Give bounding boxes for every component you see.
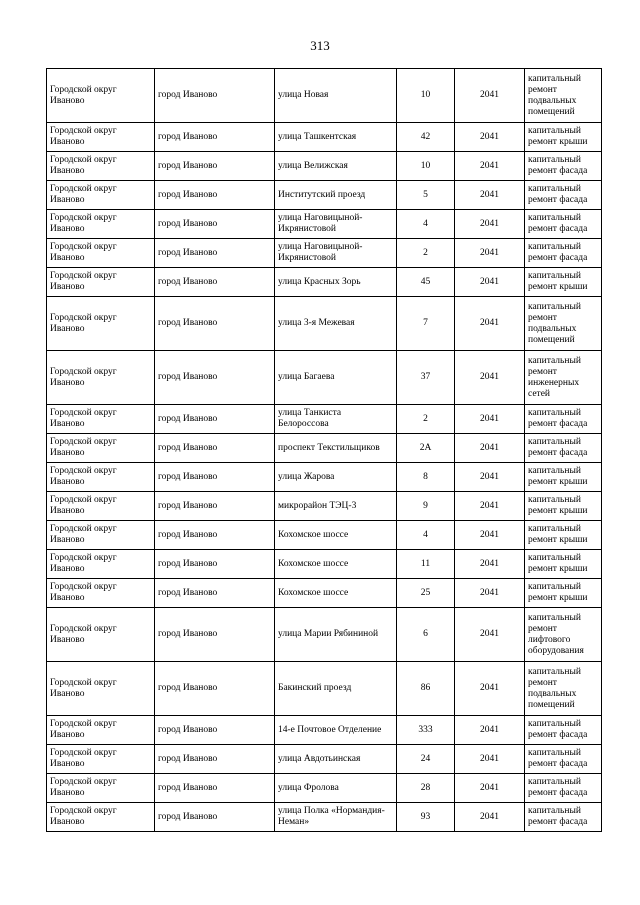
settlement-cell: город Иваново [155, 239, 275, 268]
street-cell: улица Авдотьинская [275, 745, 397, 774]
house-number-cell: 6 [397, 608, 455, 662]
municipality-cell: Городской округ Иваново [47, 123, 155, 152]
year-cell: 2041 [455, 774, 525, 803]
year-cell: 2041 [455, 745, 525, 774]
settlement-cell: город Иваново [155, 434, 275, 463]
street-cell: Кохомское шоссе [275, 579, 397, 608]
house-number-cell: 24 [397, 745, 455, 774]
settlement-cell: город Иваново [155, 579, 275, 608]
house-number-cell: 45 [397, 268, 455, 297]
year-cell: 2041 [455, 69, 525, 123]
municipality-cell: Городской округ Иваново [47, 69, 155, 123]
street-cell: улица Багаева [275, 351, 397, 405]
street-cell: улица Ташкентская [275, 123, 397, 152]
street-cell: улица Полка «Нормандия-Неман» [275, 803, 397, 832]
street-cell: улица Велижская [275, 152, 397, 181]
year-cell: 2041 [455, 351, 525, 405]
year-cell: 2041 [455, 210, 525, 239]
settlement-cell: город Иваново [155, 463, 275, 492]
table-row [47, 745, 602, 774]
table-row [47, 69, 602, 123]
street-cell: микрорайон ТЭЦ-3 [275, 492, 397, 521]
work-type-cell: капитальный ремонт крыши [525, 268, 602, 297]
house-number-cell: 333 [397, 716, 455, 745]
house-number-cell: 86 [397, 662, 455, 716]
work-type-cell: капитальный ремонт крыши [525, 492, 602, 521]
street-cell: улица Наговицыной-Икрянистовой [275, 210, 397, 239]
settlement-cell: город Иваново [155, 803, 275, 832]
house-number-cell: 10 [397, 69, 455, 123]
settlement-cell: город Иваново [155, 181, 275, 210]
municipality-cell: Городской округ Иваново [47, 550, 155, 579]
table-row [47, 492, 602, 521]
house-number-cell: 37 [397, 351, 455, 405]
settlement-cell: город Иваново [155, 268, 275, 297]
settlement-cell: город Иваново [155, 492, 275, 521]
table-row [47, 181, 602, 210]
street-cell: Институтский проезд [275, 181, 397, 210]
house-number-cell: 93 [397, 803, 455, 832]
table-row [47, 579, 602, 608]
settlement-cell: город Иваново [155, 351, 275, 405]
table-row [47, 351, 602, 405]
street-cell: Бакинский проезд [275, 662, 397, 716]
table-row [47, 550, 602, 579]
year-cell: 2041 [455, 716, 525, 745]
municipality-cell: Городской округ Иваново [47, 492, 155, 521]
work-type-cell: капитальный ремонт подвальных помещений [525, 69, 602, 123]
year-cell: 2041 [455, 434, 525, 463]
settlement-cell: город Иваново [155, 123, 275, 152]
street-cell: улица Новая [275, 69, 397, 123]
street-cell: Кохомское шоссе [275, 550, 397, 579]
house-number-cell: 7 [397, 297, 455, 351]
municipality-cell: Городской округ Иваново [47, 434, 155, 463]
settlement-cell: город Иваново [155, 297, 275, 351]
municipality-cell: Городской округ Иваново [47, 152, 155, 181]
street-cell: улица 3-я Межевая [275, 297, 397, 351]
table-row [47, 716, 602, 745]
municipality-cell: Городской округ Иваново [47, 774, 155, 803]
work-type-cell: капитальный ремонт фасада [525, 803, 602, 832]
work-type-cell: капитальный ремонт крыши [525, 123, 602, 152]
house-number-cell: 8 [397, 463, 455, 492]
municipality-cell: Городской округ Иваново [47, 745, 155, 774]
table-row [47, 405, 602, 434]
table-row [47, 210, 602, 239]
municipality-cell: Городской округ Иваново [47, 579, 155, 608]
table-row [47, 608, 602, 662]
settlement-cell: город Иваново [155, 69, 275, 123]
work-type-cell: капитальный ремонт лифтового оборудования [525, 608, 602, 662]
year-cell: 2041 [455, 521, 525, 550]
house-number-cell: 11 [397, 550, 455, 579]
table-row [47, 268, 602, 297]
work-type-cell: капитальный ремонт фасада [525, 210, 602, 239]
municipality-cell: Городской округ Иваново [47, 716, 155, 745]
street-cell: улица Жарова [275, 463, 397, 492]
street-cell: улица Марии Рябининой [275, 608, 397, 662]
work-type-cell: капитальный ремонт подвальных помещений [525, 297, 602, 351]
page-number: 313 [310, 38, 330, 53]
year-cell: 2041 [455, 608, 525, 662]
work-type-cell: капитальный ремонт подвальных помещений [525, 662, 602, 716]
house-number-cell: 42 [397, 123, 455, 152]
work-type-cell: капитальный ремонт фасада [525, 181, 602, 210]
table-row [47, 297, 602, 351]
table-row [47, 123, 602, 152]
house-number-cell: 9 [397, 492, 455, 521]
street-cell: 14-е Почтовое Отделение [275, 716, 397, 745]
work-type-cell: капитальный ремонт фасада [525, 716, 602, 745]
table-row [47, 463, 602, 492]
house-number-cell: 2 [397, 239, 455, 268]
house-number-cell: 4 [397, 521, 455, 550]
municipality-cell: Городской округ Иваново [47, 351, 155, 405]
municipality-cell: Городской округ Иваново [47, 239, 155, 268]
settlement-cell: город Иваново [155, 521, 275, 550]
house-number-cell: 2А [397, 434, 455, 463]
year-cell: 2041 [455, 152, 525, 181]
street-cell: Кохомское шоссе [275, 521, 397, 550]
municipality-cell: Городской округ Иваново [47, 405, 155, 434]
settlement-cell: город Иваново [155, 210, 275, 239]
house-number-cell: 28 [397, 774, 455, 803]
house-number-cell: 25 [397, 579, 455, 608]
house-number-cell: 4 [397, 210, 455, 239]
table-row [47, 774, 602, 803]
year-cell: 2041 [455, 662, 525, 716]
settlement-cell: город Иваново [155, 745, 275, 774]
settlement-cell: город Иваново [155, 662, 275, 716]
settlement-cell: город Иваново [155, 405, 275, 434]
table-row [47, 803, 602, 832]
table-row [47, 521, 602, 550]
street-cell: проспект Текстильщиков [275, 434, 397, 463]
work-type-cell: капитальный ремонт фасада [525, 152, 602, 181]
year-cell: 2041 [455, 405, 525, 434]
table-row [47, 239, 602, 268]
work-type-cell: капитальный ремонт крыши [525, 521, 602, 550]
settlement-cell: город Иваново [155, 152, 275, 181]
municipality-cell: Городской округ Иваново [47, 210, 155, 239]
year-cell: 2041 [455, 239, 525, 268]
work-type-cell: капитальный ремонт крыши [525, 463, 602, 492]
year-cell: 2041 [455, 803, 525, 832]
municipality-cell: Городской округ Иваново [47, 803, 155, 832]
municipality-cell: Городской округ Иваново [47, 181, 155, 210]
house-number-cell: 10 [397, 152, 455, 181]
municipality-cell: Городской округ Иваново [47, 463, 155, 492]
municipality-cell: Городской округ Иваново [47, 268, 155, 297]
year-cell: 2041 [455, 297, 525, 351]
repair-schedule-table [46, 68, 602, 832]
year-cell: 2041 [455, 181, 525, 210]
house-number-cell: 2 [397, 405, 455, 434]
work-type-cell: капитальный ремонт крыши [525, 579, 602, 608]
work-type-cell: капитальный ремонт фасада [525, 774, 602, 803]
settlement-cell: город Иваново [155, 774, 275, 803]
table-row [47, 434, 602, 463]
year-cell: 2041 [455, 268, 525, 297]
work-type-cell: капитальный ремонт крыши [525, 550, 602, 579]
year-cell: 2041 [455, 463, 525, 492]
street-cell: улица Танкиста Белороссова [275, 405, 397, 434]
settlement-cell: город Иваново [155, 550, 275, 579]
table-body [47, 69, 602, 832]
street-cell: улица Наговицыной-Икрянистовой [275, 239, 397, 268]
work-type-cell: капитальный ремонт фасада [525, 434, 602, 463]
street-cell: улица Фролова [275, 774, 397, 803]
year-cell: 2041 [455, 550, 525, 579]
work-type-cell: капитальный ремонт фасада [525, 405, 602, 434]
work-type-cell: капитальный ремонт инженерных сетей [525, 351, 602, 405]
year-cell: 2041 [455, 123, 525, 152]
settlement-cell: город Иваново [155, 716, 275, 745]
settlement-cell: город Иваново [155, 608, 275, 662]
work-type-cell: капитальный ремонт фасада [525, 239, 602, 268]
house-number-cell: 5 [397, 181, 455, 210]
year-cell: 2041 [455, 492, 525, 521]
municipality-cell: Городской округ Иваново [47, 297, 155, 351]
street-cell: улица Красных Зорь [275, 268, 397, 297]
work-type-cell: капитальный ремонт фасада [525, 745, 602, 774]
municipality-cell: Городской округ Иваново [47, 662, 155, 716]
table-row [47, 662, 602, 716]
municipality-cell: Городской округ Иваново [47, 608, 155, 662]
municipality-cell: Городской округ Иваново [47, 521, 155, 550]
table-row [47, 152, 602, 181]
year-cell: 2041 [455, 579, 525, 608]
